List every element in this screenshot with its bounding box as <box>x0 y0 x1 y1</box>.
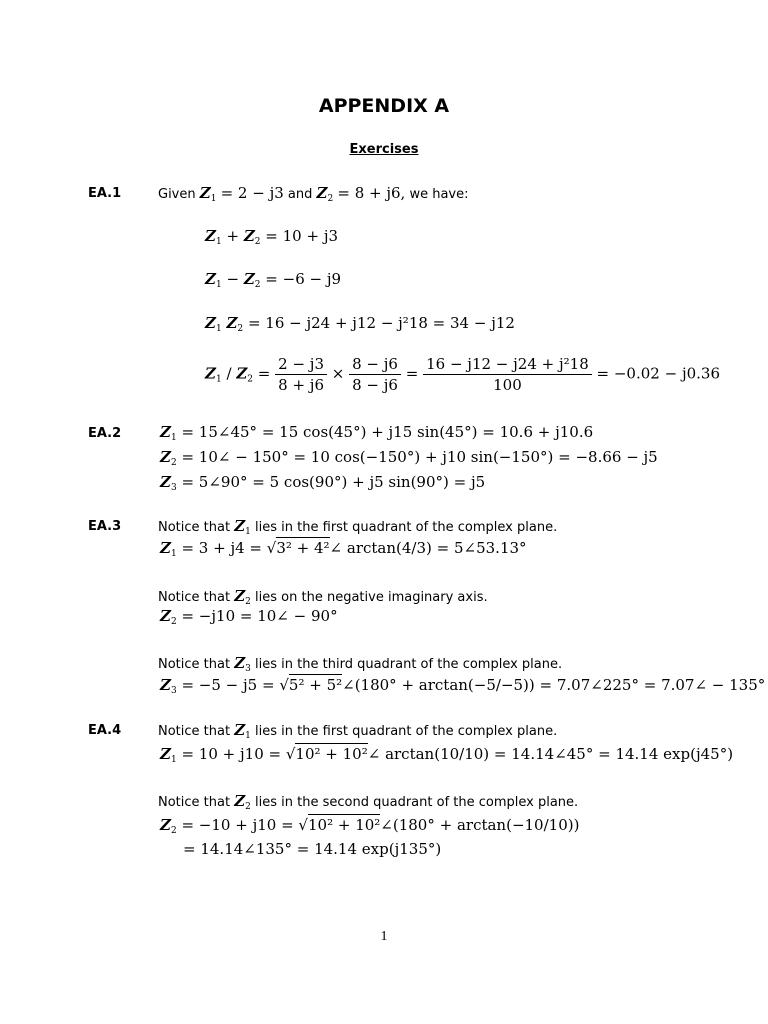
ea1-given-line <box>158 184 469 204</box>
exercise-label-ea4: EA.4 <box>88 723 122 738</box>
given-z1-value: = 2 − j3 <box>220 184 284 202</box>
ea4-equation-2: $Z_2 = -10 + j10 = √10^2$ + 10²∠(180° + arctan(−10/10)) <box>160 816 580 836</box>
z1-symbol: $Z_1$ <box>199 184 217 204</box>
and-word: and <box>287 187 313 202</box>
product-result: = 16 − j24 + j12 − j²18 = 34 − j12 <box>247 314 515 332</box>
quotient-result: = −0.02 − j0.36 <box>596 364 720 383</box>
page-number: 1 <box>380 929 388 944</box>
ea3-note-1: Notice that $Z_1$ lies in the first quadrant of the complex plane. <box>158 517 558 537</box>
ea4-note-1: Notice that $Z_1$ lies in the first quadrant of the complex plane. <box>158 721 558 741</box>
ea1-sum-equation: $Z_1 + Z_2 = 10 + j3$ <box>205 227 339 247</box>
given-z2-value: = 8 + j6, <box>337 184 406 202</box>
quotient-fraction-1: $\frac{2 - j3}{8 + j6}$ <box>275 355 327 394</box>
ea1-product-equation: $Z_1$ $Z_2 = 16 - j24 + j12 - j^218 = 34 - j12$ <box>205 314 515 334</box>
exercise-label-ea3: EA.3 <box>88 519 122 534</box>
ea4-equation-1: $Z_1 = 10 + j10 = √10^2$ + 10²∠ arctan(10/10) = 14.14∠45° = 14.14 exp(j45°) <box>160 745 734 765</box>
page-title: APPENDIX A <box>318 95 450 117</box>
ea3-equation-2: $Z_2 = -j10$ = 10∠ − 90° <box>160 607 338 627</box>
exercise-label-ea2: EA.2 <box>88 426 122 441</box>
ea3-equation-3: $Z_3 = -5 - j5 = √5^2$ + 5²∠(180° + arctan(−5/−5)) = 7.07∠225° = 7.07∠ − 135° <box>160 676 766 696</box>
ea4-equation-2-continued: = 14.14∠135° = 14.14 exp(j135°) <box>183 840 442 858</box>
ea2-line-1: $Z_1$ = 15∠45° = 15 cos(45°) + j15 sin(45°) = 10.6 + j10.6 <box>160 423 594 443</box>
we-have-text: we have: <box>409 187 469 202</box>
ea1-quotient-equation: $Z_1 / Z_2$ = $\frac{2 - j3}{8 + j6}$ × $\frac{8 - j6}{8 - j6}$ = $\frac{\text{16 − j12 − j24 + j²18}}{100}$ = −0.02 − j0.36 <box>205 355 720 394</box>
ea3-note-3: Notice that $Z_3$ lies in the third quadrant of the complex plane. <box>158 654 563 674</box>
section-subtitle: Exercises <box>349 142 419 157</box>
exercise-label-ea1: EA.1 <box>88 186 122 201</box>
sum-result: = 10 + j3 <box>265 227 339 245</box>
difference-result: = −6 − j9 <box>265 270 342 288</box>
ea1-difference-equation: $Z_1 - Z_2 = -6 - j9$ <box>205 270 342 290</box>
ea4-note-2: Notice that $Z_2$ lies in the second quadrant of the complex plane. <box>158 792 579 812</box>
quotient-fraction-2: $\frac{8 - j6}{8 - j6}$ <box>349 355 401 394</box>
ea2-line-2: $Z_2$ = 10∠ − 150° = 10 cos(−150°) + j10 sin(−150°) = −8.66 − j5 <box>160 448 658 468</box>
quotient-fraction-3: $\frac{\text{16 − j12 − j24 + j²18}}{100}$ <box>423 355 592 394</box>
ea3-note-2: Notice that $Z_2$ lies on the negative imaginary axis. <box>158 587 488 607</box>
given-word: Given <box>158 187 196 202</box>
z2-symbol: $Z_2$ <box>316 184 334 204</box>
ea2-line-3: $Z_3$ = 5∠90° = 5 cos(90°) + j5 sin(90°) = j5 <box>160 473 486 493</box>
ea3-equation-1: $Z_1 = 3 + j4 = √3^2$ + 4²∠ arctan(4/3) = 5∠53.13° <box>160 539 527 559</box>
